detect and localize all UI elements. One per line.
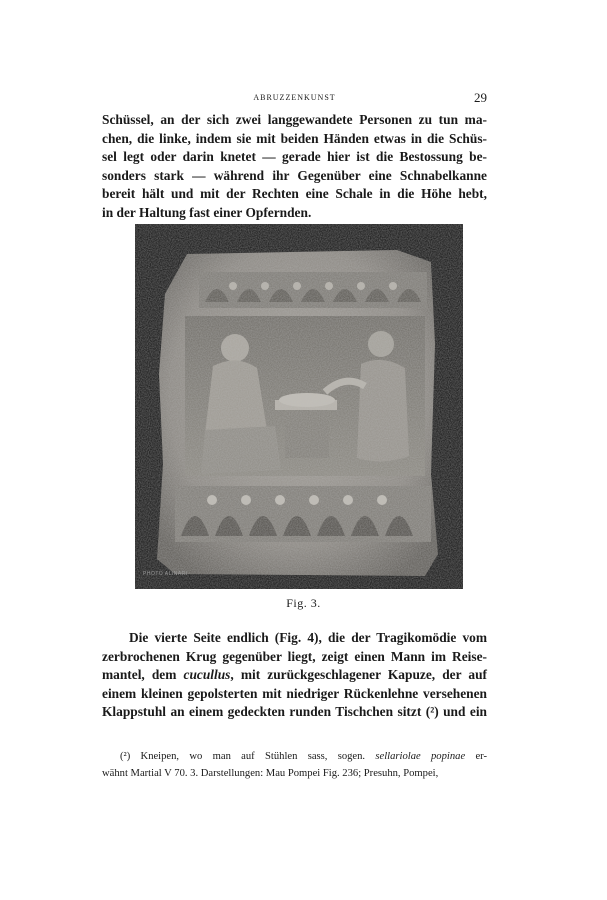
text-segment: , mit zurückgeschlagener Kapuze, der auf: [230, 667, 487, 683]
text-line: Klappstuhl an einem gedeckten runden Tischchen sitzt (²) und ein: [102, 704, 487, 720]
footnote: [102, 749, 487, 782]
text-line: sonders stark — während ihr Gegenüber eine Schnabelkanne: [102, 167, 487, 183]
stray-mark: ·: [452, 548, 455, 557]
running-title: ABRUZZENKUNST: [253, 93, 336, 102]
text-line: in der Haltung fast einer Opfernden.: [102, 204, 312, 220]
footnote-line: [102, 749, 487, 766]
running-head: [102, 90, 487, 106]
text-segment: er-: [465, 751, 487, 762]
text-line: Schüssel, an der sich zwei langgewandete Personen zu tun ma-: [102, 112, 487, 127]
italic-term: sellariolae popinae: [375, 751, 466, 762]
relief-photograph: [135, 224, 463, 589]
text-segment: (²) Kneipen, wo man auf Stühlen sass, sogen.: [120, 751, 376, 762]
text-line: einem kleinen gepolsterten mit niedriger Rückenlehne versehenen: [102, 685, 487, 701]
relief-image: [135, 224, 463, 589]
page-number: 29: [474, 90, 487, 105]
italic-term: cucullus: [183, 667, 231, 683]
text-line: chen, die linke, indem sie mit beiden Händen etwas in die Schüs-: [102, 130, 487, 146]
text-line: [102, 666, 487, 685]
figure-caption: Fig. 3.: [286, 596, 321, 610]
text-line: bereit hält und mit der Rechten eine Schale in die Höhe hebt,: [102, 186, 487, 202]
text-line: sel legt oder darin knetet — gerade hier ist die Bestossung be-: [102, 149, 487, 165]
paragraph-top: [102, 111, 487, 223]
photo-credit: PHOTO ALINARI: [143, 571, 188, 577]
text-line: Die vierte Seite endlich (Fig. 4), die der Tragikomödie vom: [129, 630, 487, 645]
text-line: zerbrochenen Krug gegenüber liegt, zeigt einen Mann im Reise-: [102, 648, 487, 664]
text-segment: mantel, dem: [102, 667, 184, 683]
paragraph-bottom: [102, 629, 487, 722]
footnote-line: wähnt Martial V 70. 3. Darstellungen: Mau Pompei Fig. 236; Presuhn, Pompei,: [102, 767, 439, 779]
